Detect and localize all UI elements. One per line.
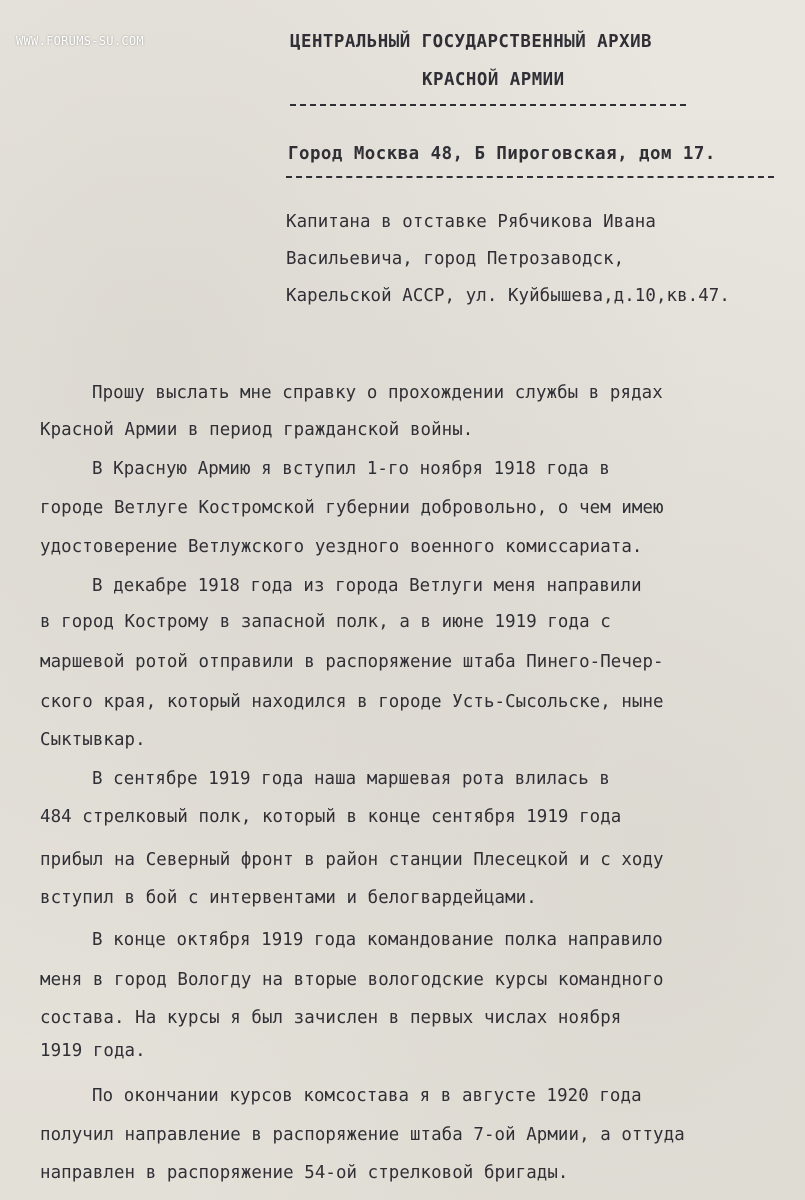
body-line: 484 стрелковый полк, который в конце сентября 1919 года — [40, 807, 622, 827]
body-line: По окончании курсов комсостава я в августе 1920 года — [92, 1086, 642, 1106]
body-line: маршевой ротой отправили в распоряжение штаба Пинего-Печер- — [40, 652, 664, 672]
sender-line-3: Карельской АССР, ул. Куйбышева,д.10,кв.47. — [286, 286, 730, 306]
body-line: В сентябре 1919 года наша маршевая рота влилась в — [92, 769, 610, 789]
body-line: удостоверение Ветлужского уездного военного комиссариата. — [40, 537, 643, 557]
archive-address: Город Москва 48, Б Пироговская, дом 17. — [288, 144, 716, 164]
body-line: городе Ветлуге Костромской губернии добровольно, о чем имею — [40, 498, 664, 518]
archive-subtitle: КРАСНОЙ АРМИИ — [422, 70, 565, 90]
body-line: направлен в распоряжение 54-ой стрелковой бригады. — [40, 1163, 569, 1183]
body-line: Прошу выслать мне справку о прохождении службы в рядах — [92, 383, 663, 403]
body-line: состава. На курсы я был зачислен в первых числах ноября — [40, 1008, 622, 1028]
body-line: меня в город Вологду на вторые вологодские курсы командного — [40, 970, 664, 990]
body-line: В конце октября 1919 года командование полка направило — [92, 930, 663, 950]
body-line: В Красную Армию я вступил 1-го ноября 1918 года в — [92, 459, 610, 479]
body-line: Сыктывкар. — [40, 730, 146, 750]
body-line: Красной Армии в период гражданской войны. — [40, 420, 474, 440]
body-line: 1919 года. — [40, 1041, 146, 1061]
body-line: получил направление в распоряжение штаба 7-ой Армии, а оттуда — [40, 1125, 685, 1145]
body-line: вступил в бой с интервентами и белогвардейцами. — [40, 888, 537, 908]
archive-name: ЦЕНТРАЛЬНЫЙ ГОСУДАРСТВЕННЫЙ АРХИВ — [290, 32, 653, 52]
sender-line-1: Капитана в отставке Рябчикова Ивана — [286, 212, 656, 232]
header-underline — [290, 104, 686, 106]
watermark: WWW.FORUMS-SU.COM — [16, 34, 144, 48]
body-line: в город Кострому в запасной полк, а в июне 1919 года с — [40, 612, 611, 632]
body-line: ского края, который находился в городе Усть-Сысольске, ныне — [40, 692, 664, 712]
body-line: прибыл на Северный фронт в район станции Плесецкой и с ходу — [40, 850, 664, 870]
address-underline — [286, 176, 774, 178]
body-line: В декабре 1918 года из города Ветлуги меня направили — [92, 576, 642, 596]
sender-line-2: Васильевича, город Петрозаводск, — [286, 249, 625, 269]
